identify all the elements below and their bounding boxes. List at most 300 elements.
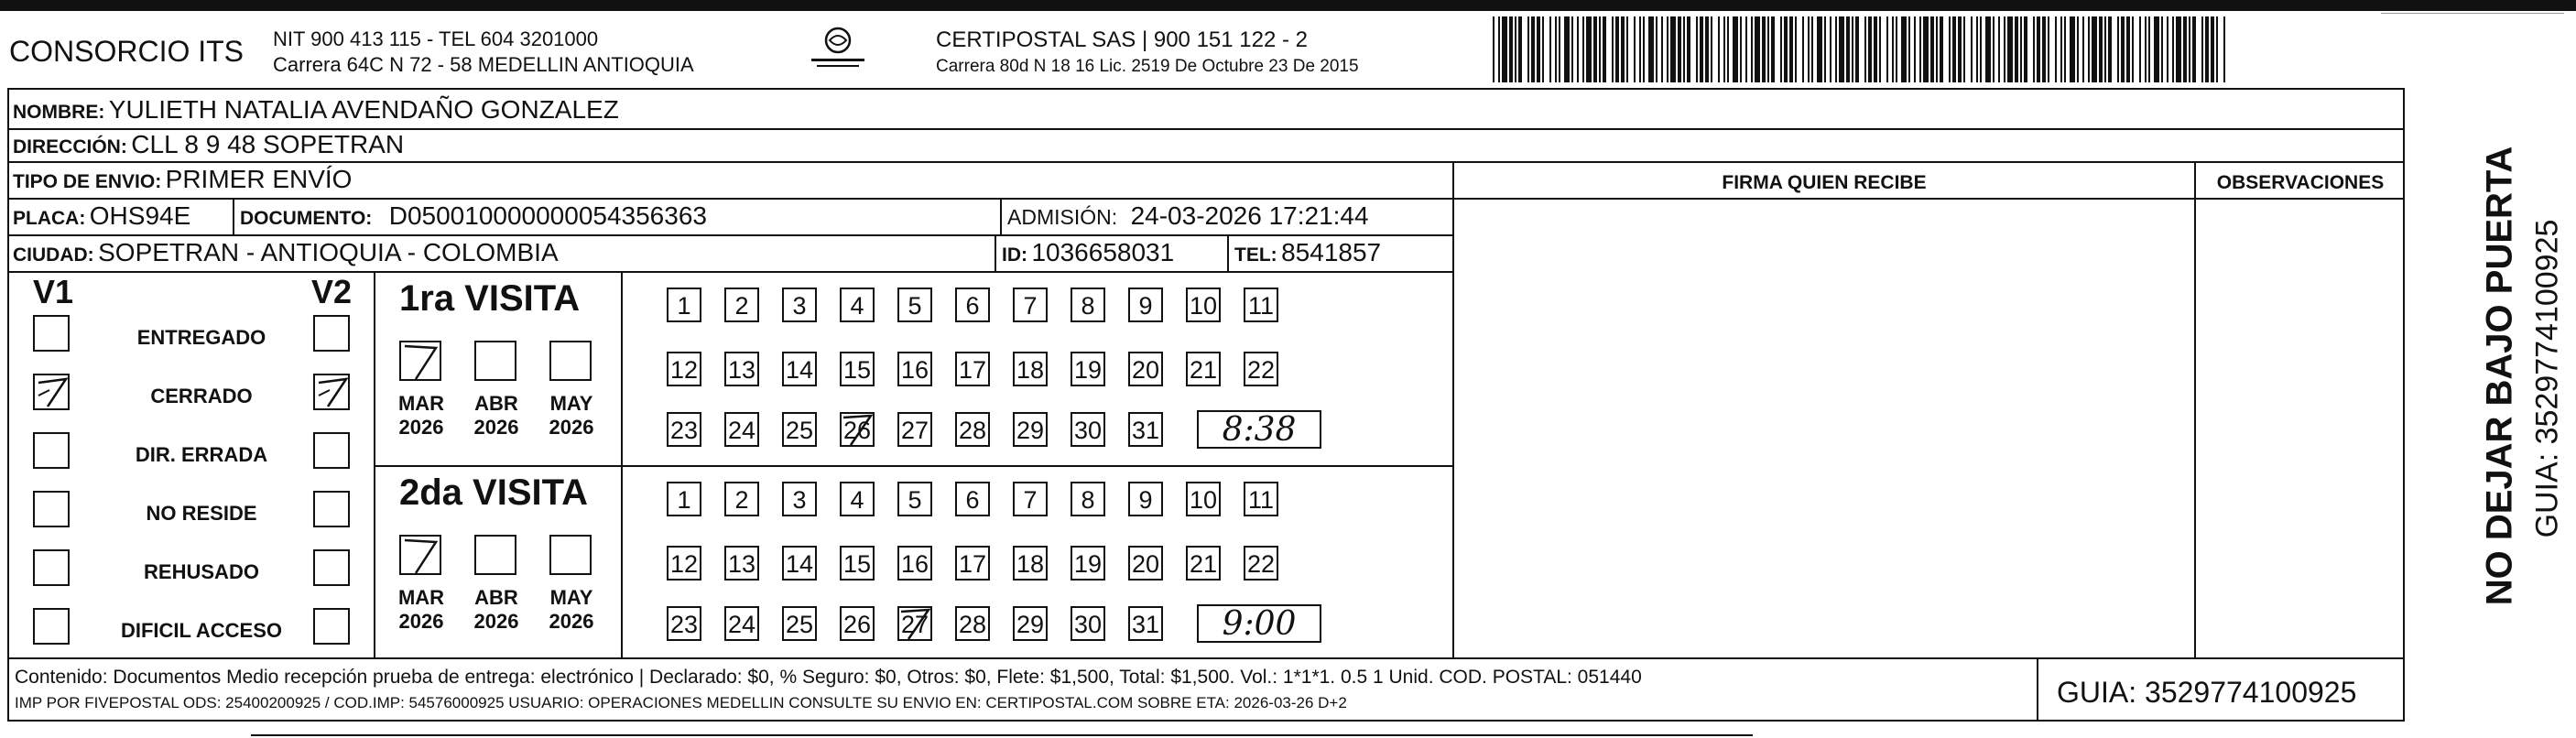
barcode-bar [1852, 16, 1853, 82]
status-label: DIR. ERRADA [135, 443, 268, 466]
barcode-bar [1936, 16, 1938, 82]
day-box[interactable]: 15 [840, 546, 875, 581]
month-year: 2026 [398, 416, 444, 439]
day-box[interactable]: 5 [897, 482, 932, 516]
barcode-bar [2015, 16, 2018, 82]
day-box[interactable]: 19 [1071, 352, 1105, 386]
admision-value: 24-03-2026 17:21:44 [1130, 201, 1369, 230]
day-box[interactable]: 26 [840, 606, 875, 641]
day-box[interactable]: 19 [1071, 546, 1105, 581]
status-label: DIFICIL ACCESO [120, 619, 282, 642]
direccion-value: CLL 8 9 48 SOPETRAN [131, 130, 405, 158]
barcode-bar [1643, 16, 1645, 82]
month-checkbox[interactable] [474, 535, 516, 575]
day-box[interactable]: 4 [840, 288, 875, 322]
barcode-bar [1593, 16, 1597, 82]
firma-header: FIRMA QUIEN RECIBE [1722, 172, 1927, 193]
day-box[interactable]: 17 [955, 352, 990, 386]
barcode-bar [1940, 16, 1943, 82]
barcode-bar [1639, 16, 1641, 82]
barcode-bar [1582, 16, 1584, 82]
v1-label: V1 [33, 273, 74, 310]
barcode-bar [1958, 16, 1962, 82]
barcode-bar [1626, 16, 1628, 82]
ciudad-row [13, 238, 559, 267]
barcode-bar [1811, 16, 1813, 82]
visit-time-box[interactable]: 9:00 [1197, 604, 1321, 643]
month-label [544, 586, 599, 634]
placa-value: OHS94E [89, 201, 191, 230]
visit-title: 2da VISITA [399, 472, 588, 513]
barcode-bar [1599, 16, 1601, 82]
barcode-bar [2099, 16, 2103, 82]
documento-label: DOCUMENTO: [240, 208, 373, 229]
barcode-bar [1670, 16, 1676, 82]
v2-label: V2 [311, 273, 353, 310]
barcode-bar [2205, 16, 2209, 82]
day-box[interactable]: 24 [724, 606, 759, 641]
barcode-bar [2132, 16, 2134, 82]
status-v1-checkbox[interactable] [33, 432, 70, 469]
month-checkbox[interactable] [474, 341, 516, 381]
barcode-bar [2161, 16, 2163, 82]
firma-column-right [2194, 161, 2196, 657]
barcode-bar [1559, 16, 1560, 82]
nombre-label: NOMBRE: [13, 102, 105, 123]
barcode-bar [2126, 16, 2130, 82]
barcode-bar [2064, 16, 2066, 82]
day-box[interactable]: 18 [1013, 352, 1048, 386]
barcode-bar [1656, 16, 1658, 82]
barcode-bar [1762, 16, 1766, 82]
barcode-bar [2048, 16, 2049, 82]
footer-guia-divider [2037, 657, 2038, 722]
barcode-bar [2154, 16, 2159, 82]
footer-content: Contenido: Documentos Medio recepción prueba de entrega: electrónico | Declarado: $0, % Seguro: $0, Otros: $0, Flete: $1,500, Total: $1,500. Vol.: 1*1*1. 0.5 1 Unid. COD. POSTAL: 051440 [15, 667, 1642, 688]
day-box[interactable]: 10 [1186, 288, 1221, 322]
day-box[interactable]: 17 [955, 546, 990, 581]
barcode-bar [1980, 16, 1982, 82]
barcode-bar [1993, 16, 1994, 82]
row-divider [7, 161, 2405, 163]
check-mark-icon [315, 375, 350, 410]
status-v2-checkbox[interactable] [313, 374, 350, 410]
barcode-bar [1515, 16, 1516, 82]
row-divider [7, 271, 1452, 273]
barcode-bar [2201, 16, 2203, 82]
barcode-bar [1502, 16, 1507, 82]
day-box[interactable]: 29 [1013, 606, 1048, 641]
barcode-bar [1745, 16, 1747, 82]
day-box[interactable]: 27 [897, 606, 932, 641]
months-divider [621, 271, 623, 657]
tel-label: TEL: [1234, 244, 1277, 266]
day-box[interactable]: 4 [840, 482, 875, 516]
status-divider [374, 271, 375, 657]
day-box[interactable]: 25 [782, 606, 817, 641]
status-v1-checkbox[interactable] [33, 549, 70, 586]
barcode-bar [2192, 16, 2196, 82]
barcode-bar [1839, 16, 1844, 82]
barcode-bar [1901, 16, 1907, 82]
barcode-bar [1678, 16, 1681, 82]
barcode-bar [1830, 16, 1831, 82]
day-box[interactable]: 13 [724, 352, 759, 386]
row-divider [7, 234, 1452, 236]
day-box[interactable]: 10 [1186, 482, 1221, 516]
check-mark-icon [401, 537, 441, 575]
barcode-bar [2055, 16, 2057, 82]
month-name: MAY [549, 586, 593, 609]
status-v2-checkbox[interactable] [313, 549, 350, 586]
nombre-row [13, 95, 619, 125]
day-box[interactable]: 31 [1128, 606, 1163, 641]
tipo-row [13, 165, 352, 194]
nombre-value: YULIETH NATALIA AVENDAÑO GONZALEZ [108, 95, 619, 124]
day-box[interactable]: 7 [1013, 482, 1048, 516]
month-name: MAR [397, 392, 445, 415]
barcode-bar [1687, 16, 1690, 82]
day-box[interactable]: 28 [955, 412, 990, 447]
row-divider [1452, 198, 2405, 200]
day-box[interactable]: 24 [724, 412, 759, 447]
barcode-bar [2024, 16, 2027, 82]
id-row [1002, 238, 1174, 267]
barcode-bar [1780, 16, 1782, 82]
barcode-bar [1886, 16, 1888, 82]
day-box[interactable]: 16 [897, 546, 932, 581]
firma-column-left [1452, 161, 1454, 657]
observaciones-header: OBSERVACIONES [2216, 172, 2385, 193]
barcode-bar [1537, 16, 1540, 82]
barcode-bar [1718, 16, 1720, 82]
barcode-bar [1771, 16, 1775, 82]
barcode-bar [2117, 16, 2119, 82]
barcode-bar [2077, 16, 2079, 82]
top-border [0, 0, 2576, 11]
status-v1-checkbox[interactable] [33, 315, 70, 352]
day-box[interactable]: 23 [667, 412, 701, 447]
barcode-bar [1908, 16, 1910, 82]
direccion-label: DIRECCIÓN: [13, 136, 127, 157]
month-name: ABR [474, 586, 518, 609]
barcode-bar [2145, 16, 2147, 82]
barcode-bar [2042, 16, 2046, 82]
company-name: CONSORCIO ITS [9, 35, 245, 68]
status-v2-checkbox[interactable] [313, 491, 350, 527]
month-checkbox[interactable] [549, 535, 592, 575]
day-box[interactable]: 12 [667, 546, 701, 581]
day-box[interactable]: 26 [840, 412, 875, 447]
day-box[interactable]: 11 [1244, 288, 1278, 322]
month-name: MAY [549, 392, 593, 415]
barcode-bar [1784, 16, 1788, 82]
day-box[interactable]: 7 [1013, 288, 1048, 322]
day-box[interactable]: 29 [1013, 412, 1048, 447]
barcode-bar [1808, 16, 1810, 82]
day-box[interactable]: 28 [955, 606, 990, 641]
day-check-mark-icon [840, 412, 876, 453]
col-divider [1000, 198, 1002, 234]
no-dejar-bajo-puerta: NO DEJAR BAJO PUERTA [2479, 146, 2520, 606]
documento-value: D050010000000054356363 [388, 201, 707, 230]
barcode [1493, 16, 2225, 82]
day-box[interactable]: 30 [1071, 606, 1105, 641]
tel-row [1234, 238, 1381, 267]
day-box[interactable]: 14 [782, 546, 817, 581]
ciudad-label: CIUDAD: [13, 244, 94, 266]
barcode-bar [1914, 16, 1916, 82]
barcode-bar [1985, 16, 1991, 82]
month-label [469, 392, 524, 440]
barcode-bar [1571, 16, 1573, 82]
month-label [394, 586, 449, 634]
day-box[interactable]: 22 [1244, 352, 1278, 386]
barcode-bar [1874, 16, 1877, 82]
day-box[interactable]: 1 [667, 482, 701, 516]
check-mark-icon [401, 342, 441, 381]
barcode-bar [1879, 16, 1881, 82]
placa-row [13, 201, 190, 231]
status-v2-checkbox[interactable] [313, 315, 350, 352]
status-v1-checkbox[interactable] [33, 374, 70, 410]
barcode-bar [1577, 16, 1579, 82]
barcode-bar [1733, 16, 1738, 82]
barcode-bar [1603, 16, 1606, 82]
day-box[interactable]: 21 [1186, 546, 1221, 581]
day-check-mark-icon [897, 606, 934, 647]
tel-value: 8541857 [1281, 238, 1382, 266]
day-box[interactable]: 13 [724, 546, 759, 581]
barcode-bar [1802, 16, 1804, 82]
day-box[interactable]: 8 [1071, 288, 1105, 322]
day-box[interactable]: 22 [1244, 546, 1278, 581]
documento-row [240, 201, 707, 231]
month-name: MAR [397, 586, 445, 609]
tipo-value: PRIMER ENVÍO [165, 165, 353, 193]
col-divider [1227, 234, 1229, 271]
barcode-bar [1542, 16, 1544, 82]
top-right-rule [2381, 13, 2564, 14]
barcode-bar [2060, 16, 2062, 82]
barcode-bar [1493, 16, 1495, 82]
barcode-bar [2033, 16, 2035, 82]
visit-divider [374, 465, 1452, 467]
col-divider [233, 198, 234, 234]
day-box[interactable]: 31 [1128, 412, 1163, 447]
visit-title: 1ra VISITA [399, 278, 581, 319]
barcode-bar [1755, 16, 1760, 82]
day-box[interactable]: 27 [897, 412, 932, 447]
month-label [469, 586, 524, 634]
barcode-bar [2092, 16, 2097, 82]
barcode-bar [1727, 16, 1729, 82]
barcode-bar [1705, 16, 1709, 82]
barcode-bar [1549, 16, 1551, 82]
barcode-bar [1998, 16, 2000, 82]
status-v1-checkbox[interactable] [33, 608, 70, 645]
barcode-bar [1835, 16, 1837, 82]
day-box[interactable]: 23 [667, 606, 701, 641]
barcode-bar [1586, 16, 1592, 82]
barcode-bar [1864, 16, 1866, 82]
barcode-bar [1711, 16, 1712, 82]
barcode-bar [2020, 16, 2022, 82]
barcode-bar [2082, 16, 2084, 82]
barcode-bar [1949, 16, 1951, 82]
carrier-address: Carrera 80d N 18 16 Lic. 2519 De Octubre 23 De 2015 [936, 57, 1359, 76]
barcode-bar [1634, 16, 1636, 82]
day-box[interactable]: 8 [1071, 482, 1105, 516]
day-box[interactable]: 11 [1244, 482, 1278, 516]
barcode-bar [2070, 16, 2075, 82]
barcode-bar [1696, 16, 1698, 82]
day-box[interactable]: 12 [667, 352, 701, 386]
company-nit: NIT 900 413 115 - TEL 604 3201000 [273, 27, 599, 50]
barcode-bar [2004, 16, 2005, 82]
barcode-bar [1683, 16, 1685, 82]
barcode-bar [1531, 16, 1535, 82]
status-label: CERRADO [150, 385, 253, 407]
day-box[interactable]: 14 [782, 352, 817, 386]
company-address: Carrera 64C N 72 - 58 MEDELLIN ANTIOQUIA [273, 53, 694, 76]
day-box[interactable]: 18 [1013, 546, 1048, 581]
month-name: ABR [474, 392, 518, 415]
barcode-bar [1896, 16, 1897, 82]
status-v1-checkbox[interactable] [33, 491, 70, 527]
status-label: NO RESIDE [146, 502, 257, 525]
barcode-bar [2172, 16, 2174, 82]
month-checkbox[interactable] [399, 341, 441, 381]
barcode-bar [2007, 16, 2013, 82]
barcode-bar [1892, 16, 1894, 82]
direccion-row [13, 130, 404, 159]
barcode-bar [1846, 16, 1850, 82]
barcode-bar [2104, 16, 2106, 82]
barcode-bar [1555, 16, 1557, 82]
placa-label: PLACA: [13, 208, 86, 229]
day-box[interactable]: 5 [897, 288, 932, 322]
day-box[interactable]: 2 [724, 482, 759, 516]
check-mark-icon [35, 375, 70, 410]
barcode-bar [1740, 16, 1742, 82]
month-year: 2026 [473, 610, 519, 633]
barcode-bar [2176, 16, 2181, 82]
barcode-bar [2108, 16, 2112, 82]
barcode-bar [1919, 16, 1921, 82]
month-year: 2026 [473, 416, 519, 439]
id-value: 1036658031 [1031, 238, 1175, 266]
barcode-bar [2088, 16, 2090, 82]
month-year: 2026 [398, 610, 444, 633]
barcode-bar [1824, 16, 1826, 82]
ciudad-value: SOPETRAN - ANTIOQUIA - COLOMBIA [98, 238, 559, 266]
day-box[interactable]: 2 [724, 288, 759, 322]
day-box[interactable]: 25 [782, 412, 817, 447]
barcode-bar [2139, 16, 2141, 82]
barcode-bar [2167, 16, 2168, 82]
barcode-bar [2216, 16, 2218, 82]
day-box[interactable]: 20 [1128, 352, 1163, 386]
barcode-bar [1963, 16, 1965, 82]
day-box[interactable]: 6 [955, 482, 990, 516]
barcode-bar [1621, 16, 1625, 82]
footer-divider [7, 657, 2405, 659]
footer-guia: GUIA: 3529774100925 [2057, 676, 2357, 709]
day-box[interactable]: 16 [897, 352, 932, 386]
barcode-bar [1789, 16, 1793, 82]
barcode-bar [2223, 16, 2225, 82]
barcode-bar [1976, 16, 1978, 82]
day-box[interactable]: 1 [667, 288, 701, 322]
month-checkbox[interactable] [399, 535, 441, 575]
barcode-bar [1751, 16, 1753, 82]
day-box[interactable]: 15 [840, 352, 875, 386]
barcode-bar [1700, 16, 1703, 82]
barcode-bar [1667, 16, 1668, 82]
month-label [394, 392, 449, 440]
barcode-bar [1648, 16, 1654, 82]
barcode-bar [1952, 16, 1956, 82]
month-label [544, 392, 599, 440]
day-box[interactable]: 30 [1071, 412, 1105, 447]
carrier-name: CERTIPOSTAL SAS | 900 151 122 - 2 [936, 27, 1308, 52]
month-checkbox[interactable] [549, 341, 592, 381]
barcode-bar [1564, 16, 1570, 82]
bottom-rule [251, 734, 1753, 736]
month-year: 2026 [549, 416, 594, 439]
barcode-bar [1518, 16, 1522, 82]
admision-label: ADMISIÓN: [1007, 205, 1118, 229]
barcode-bar [2189, 16, 2190, 82]
barcode-bar [1930, 16, 1934, 82]
barcode-bar [2148, 16, 2150, 82]
barcode-bar [2121, 16, 2125, 82]
barcode-bar [1527, 16, 1529, 82]
barcode-bar [1615, 16, 1619, 82]
day-box[interactable]: 21 [1186, 352, 1221, 386]
status-label: REHUSADO [144, 560, 259, 583]
day-box[interactable]: 9 [1128, 288, 1163, 322]
footer-print-info: IMP POR FIVEPOSTAL ODS: 25400200925 / COD.IMP: 54576000925 USUARIO: OPERACIONES MEDELLIN CONSULTE SU ENVIO EN: CERTIPOSTAL.COM SOBRE ETA: 2026-03-26 D+2 [15, 694, 1347, 711]
day-box[interactable]: 9 [1128, 482, 1163, 516]
barcode-bar [2183, 16, 2187, 82]
barcode-bar [1612, 16, 1614, 82]
barcode-bar [1971, 16, 1973, 82]
barcode-bar [1795, 16, 1797, 82]
certipostal-logo [806, 26, 870, 73]
barcode-bar [2037, 16, 2040, 82]
id-label: ID: [1002, 244, 1027, 266]
visit-time-box[interactable]: 8:38 [1197, 410, 1321, 449]
barcode-bar [1498, 16, 1500, 82]
day-box[interactable]: 6 [955, 288, 990, 322]
barcode-bar [1868, 16, 1872, 82]
day-box[interactable]: 20 [1128, 546, 1163, 581]
barcode-bar [1661, 16, 1663, 82]
day-box[interactable]: 3 [782, 288, 817, 322]
barcode-bar [1817, 16, 1822, 82]
barcode-bar [1723, 16, 1725, 82]
status-label: ENTREGADO [136, 326, 266, 349]
status-v2-checkbox[interactable] [313, 608, 350, 645]
barcode-bar [1767, 16, 1769, 82]
day-box[interactable]: 3 [782, 482, 817, 516]
tipo-label: TIPO DE ENVIO: [13, 171, 162, 192]
status-v2-checkbox[interactable] [313, 432, 350, 469]
col-divider [995, 234, 996, 271]
month-year: 2026 [549, 610, 594, 633]
